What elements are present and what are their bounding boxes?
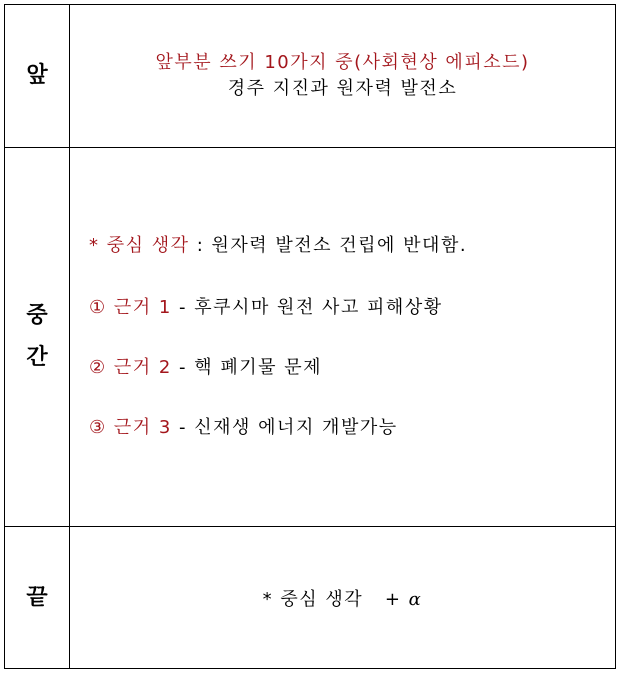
reason-3-heading: 근거 3	[113, 417, 172, 438]
main-point-line	[89, 216, 615, 276]
reason-3-marker: ③	[89, 417, 107, 438]
middle-content	[70, 148, 616, 527]
reason-line-2	[89, 338, 615, 398]
reason-1-separator: -	[171, 297, 195, 318]
middle-label	[5, 148, 70, 527]
reason-1-marker: ①	[89, 297, 107, 318]
middle-label-top: 중	[26, 303, 48, 329]
middle-row	[5, 148, 616, 527]
middle-label-bottom: 간	[26, 345, 48, 370]
intro-label-text: 앞	[26, 63, 48, 89]
reason-2-heading: 근거 2	[113, 357, 172, 378]
outline-table	[4, 4, 616, 669]
end-row	[5, 527, 616, 669]
reason-2-separator: -	[171, 357, 195, 378]
end-star: *	[262, 588, 274, 610]
intro-content	[70, 5, 616, 148]
end-text: 중심 생각	[280, 588, 364, 610]
end-alpha: α	[408, 588, 423, 610]
reason-3-text: 신재생 에너지 개발가능	[194, 417, 398, 438]
reason-1-heading: 근거 1	[113, 297, 172, 318]
main-point-heading: * 중심 생각	[89, 235, 190, 256]
middle-body	[70, 216, 615, 458]
reason-line-1	[89, 278, 615, 338]
intro-line-2: 경주 지진과 원자력 발전소	[227, 78, 458, 99]
reason-line-3	[89, 398, 615, 458]
intro-label	[5, 5, 70, 148]
reason-2-text: 핵 폐기물 문제	[194, 357, 323, 378]
end-label	[5, 527, 70, 669]
end-content	[70, 527, 616, 669]
reason-2-marker: ②	[89, 357, 107, 378]
main-point-text: 원자력 발전소 건립에 반대함.	[211, 235, 468, 256]
reason-1-text: 후쿠시마 원전 사고 피해상황	[194, 297, 443, 318]
reason-3-separator: -	[171, 417, 195, 438]
intro-line-1: 앞부분 쓰기 10가지 중(사회현상 에피소드)	[155, 52, 530, 73]
end-label-text: 끝	[26, 584, 48, 610]
intro-row	[5, 5, 616, 148]
main-point-separator: :	[189, 235, 212, 256]
end-plus: +	[384, 588, 402, 610]
